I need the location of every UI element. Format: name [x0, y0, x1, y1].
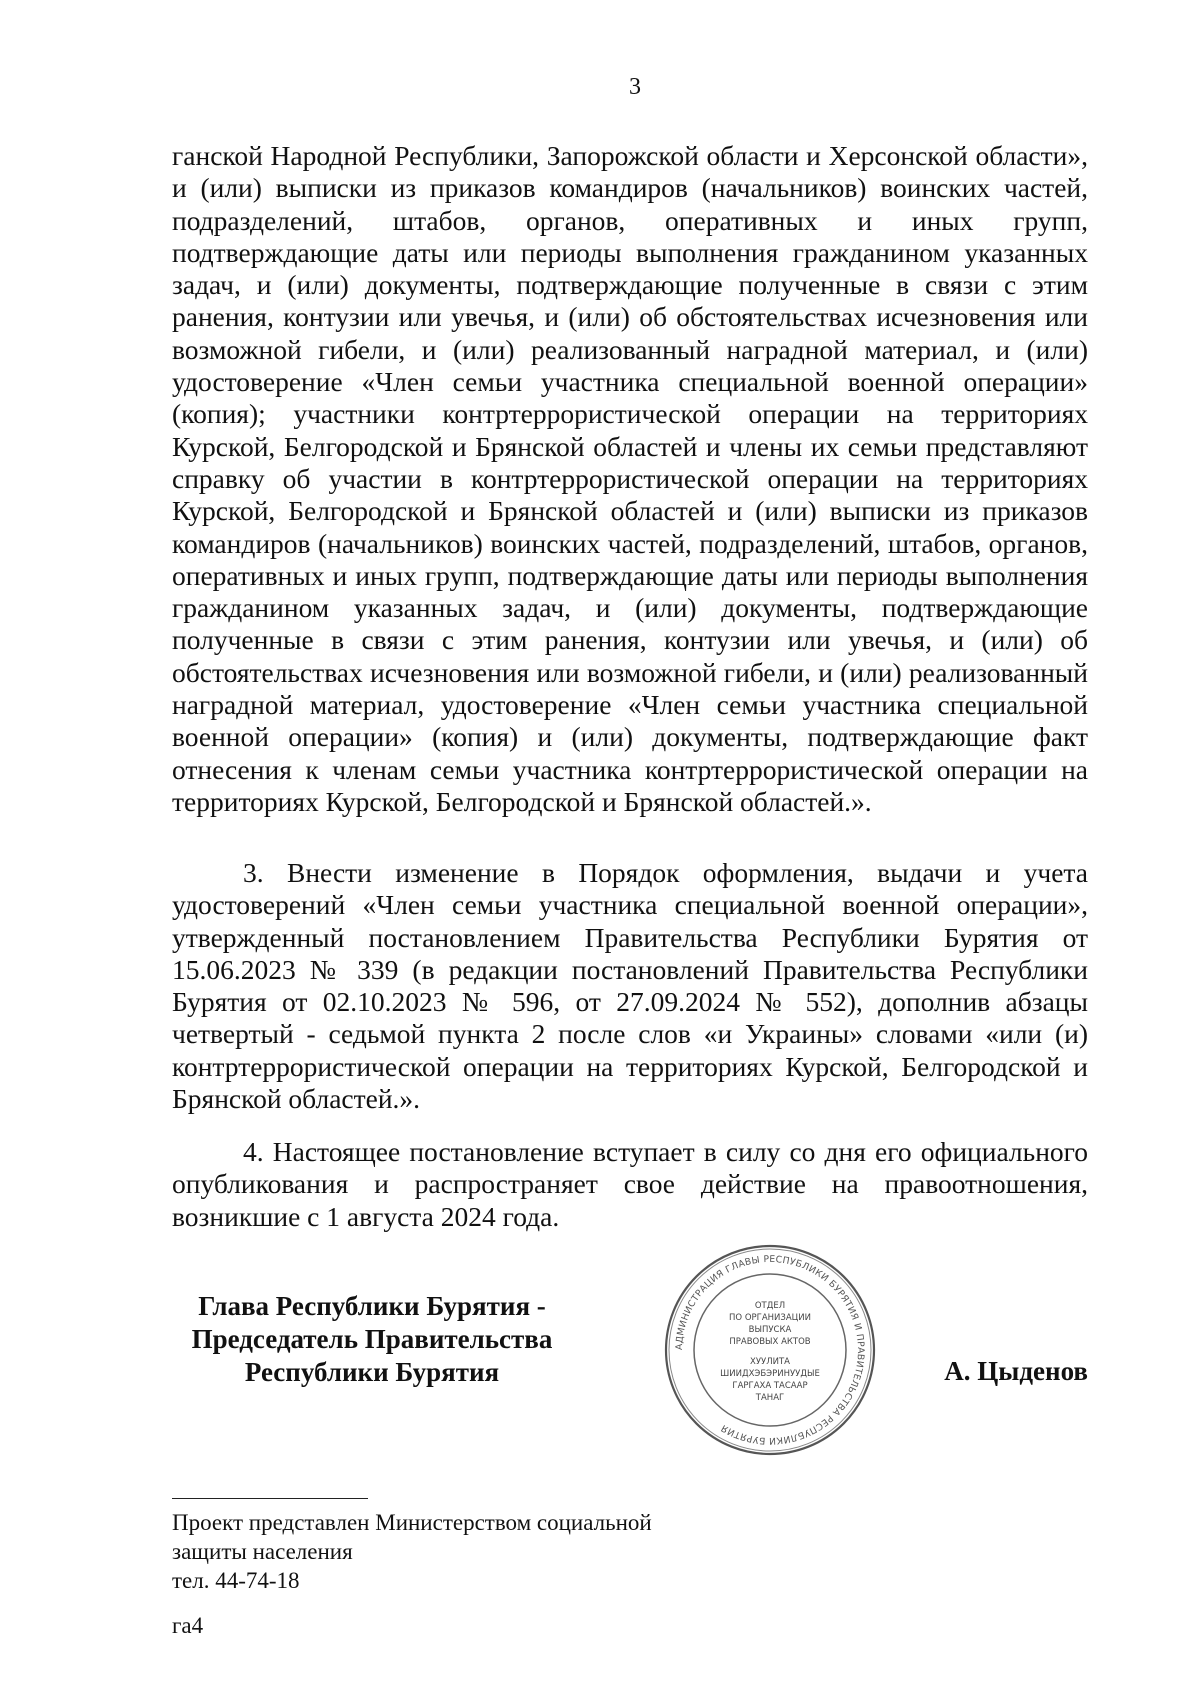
- signatory-title-line: Республики Бурятия: [244, 1357, 500, 1387]
- footnote: [172, 1508, 652, 1595]
- stamp-inner-text: ВЫПУСКА: [748, 1325, 792, 1335]
- stamp-inner-text: ШИИДХЭБЭРИНУУДЫЕ: [720, 1369, 820, 1379]
- official-seal-stamp: [660, 1240, 880, 1460]
- stamp-inner-text: ОТДЕЛ: [754, 1301, 786, 1311]
- paragraph-item-3: [172, 857, 1088, 1115]
- page-number: 3: [629, 74, 641, 100]
- footnote-divider: [172, 1498, 368, 1499]
- stamp-inner-text: ГАРГАХА ТАСААР: [732, 1381, 808, 1391]
- stamp-ring-text: АДМИНИСТРАЦИЯ ГЛАВЫ РЕСПУБЛИКИ БУРЯТИЯ И ПРАВИТЕЛЬСТВА РЕСПУБЛИКИ БУРЯТИЯ: [673, 1253, 867, 1447]
- svg-text:АДМИНИСТРАЦИЯ ГЛАВЫ РЕСПУБЛИКИ: [674, 1254, 866, 1446]
- paragraph-text: 4. Настоящее постановление вступает в силу со дня его официального опубликования и распространяет свое действие на правоотношения, возникшие с 1 августа 2024 года.: [172, 1136, 1088, 1232]
- stamp-inner-text: ПО ОРГАНИЗАЦИИ: [729, 1313, 811, 1323]
- footnote-line: защиты населения: [172, 1539, 353, 1564]
- signatory-title-line: Председатель Правительства: [191, 1324, 553, 1354]
- footnote-line: Проект представлен Министерством социальной: [172, 1510, 652, 1535]
- stamp-inner-text: ТАНАГ: [755, 1393, 785, 1403]
- stamp-inner-text: ПРАВОВЫХ АКТОВ: [729, 1337, 811, 1347]
- signatory-title-line: Глава Республики Бурятия -: [198, 1291, 546, 1321]
- paragraph-continuation: [172, 140, 1088, 818]
- page-code: га4: [172, 1613, 204, 1638]
- paragraph-text: ганской Народной Республики, Запорожской области и Херсонской области», и (или) выписки из приказов командиров (начальников) воинских частей, подразделений, штабов, органов, оперативных и иных групп, подтверждающие даты или периоды выполнения гражданином указанных задач, и (или) документы, подтверждающие полученные в связи с этим ранения, контузии или увечья, и (или) об обстоятельствах исчезновения или возможной гибели, и (или) реализованный наградной материал, и (или) удостоверение «Член семьи участника специальной военной операции» (копия); участники контртеррористической операции на территориях Курской, Белгородской и Брянской областей и члены их семьи представляют справку об участии в контртеррористической операции на территориях Курской, Белгородской и Брянской областей и (или) выписки из приказов командиров (начальников) воинских частей, подразделений, штабов, органов, оперативных и иных групп, подтверждающие даты или периоды выполнения гражданином указанных задач, и (или) документы, подтверждающие полученные в связи с этим ранения, контузии или увечья, и (или) об обстоятельствах исчезновения или возможной гибели, и (или) реализованный наградной материал, удостоверение «Член семьи участника специальной военной операции» (копия) и (или) документы, подтверждающие факт отнесения к членам семьи участника контртеррористической операции на территориях Курской, Белгородской и Брянской областей.».: [172, 140, 1088, 817]
- paragraph-text: 3. Внести изменение в Порядок оформления, выдачи и учета удостоверений «Член семьи участника специальной военной операции», утвержденный постановлением Правительства Республики Бурятия от 15.06.2023 № 339 (в редакции постановлений Правительства Республики Бурятия от 02.10.2023 № 596, от 27.09.2024 № 552), дополнив абзацы четвертый - седьмой пункта 2 после слов «и Украины» словами «или (и) контртеррористической операции на территориях Курской, Белгородской и Брянской областей.».: [172, 857, 1088, 1115]
- stamp-inner-text: ХУУЛИТА: [750, 1357, 790, 1367]
- signatory-title: [172, 1290, 572, 1389]
- signer-name: А. Цыденов: [944, 1356, 1088, 1386]
- footnote-line: тел. 44-74-18: [172, 1568, 300, 1593]
- paragraph-item-4: [172, 1136, 1088, 1233]
